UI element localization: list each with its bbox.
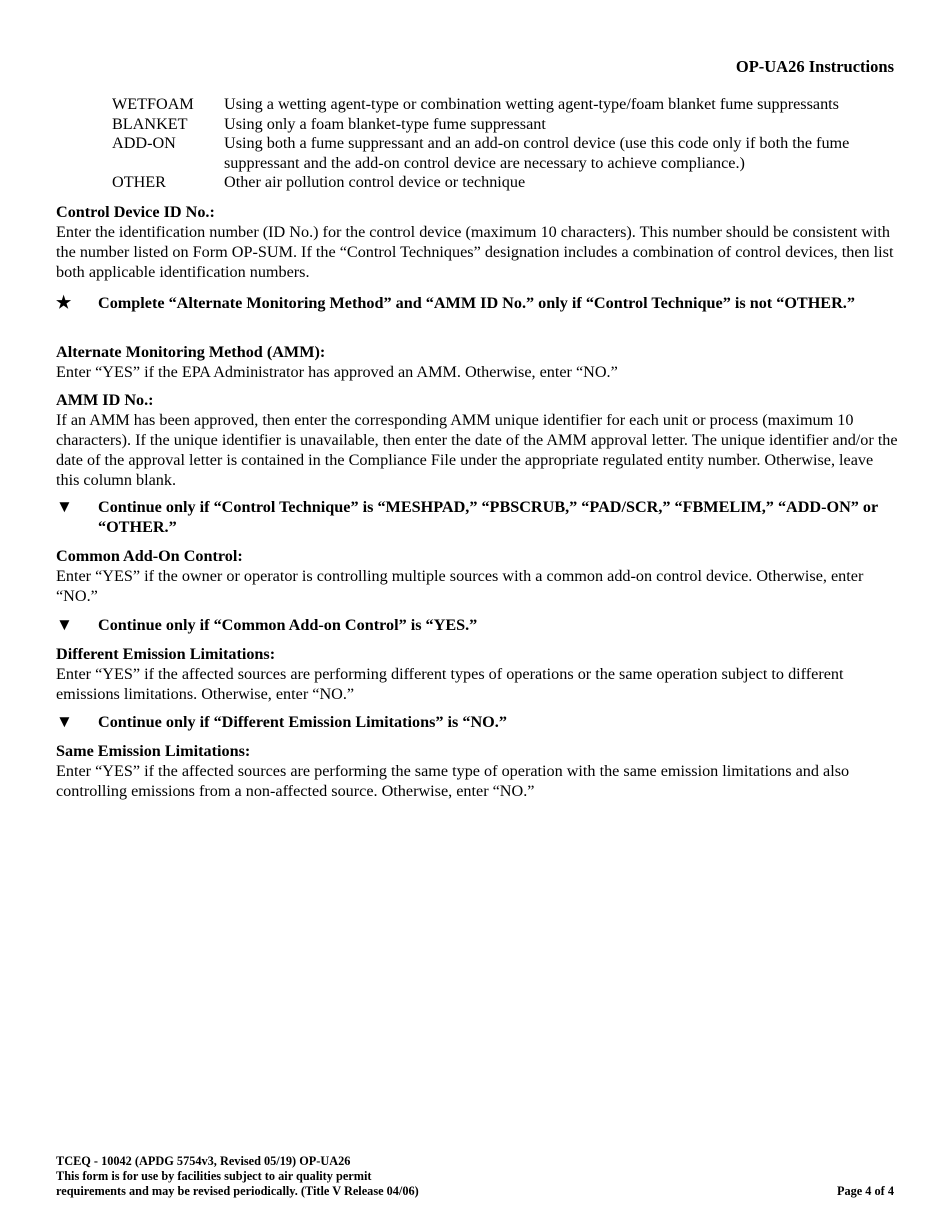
notice-continue-different-emission xyxy=(56,712,900,732)
code-row xyxy=(112,95,902,115)
control-device-section xyxy=(56,202,900,282)
section-body: Enter “YES” if the affected sources are performing the same type of operation with the same emission limitations and also controlling emissions from a non-affected source. Otherwise, enter “NO.” xyxy=(56,762,850,800)
code-description: Using a wetting agent-type or combination wetting agent-type/foam blanket fume suppressants xyxy=(224,95,839,113)
section-title: Common Add-On Control: xyxy=(56,547,243,565)
code-description: Using only a foam blanket-type fume suppressant xyxy=(224,114,546,133)
down-triangle-icon: ▼ xyxy=(56,615,73,634)
section-title: Control Device ID No.: xyxy=(56,203,215,221)
amm-id-section xyxy=(56,390,900,490)
section-body: Enter “YES” if the owner or operator is controlling multiple sources with a common add-on control device. Otherwise, enter “NO.” xyxy=(56,567,864,605)
code-label: ADD-ON xyxy=(112,134,176,153)
section-body: If an AMM has been approved, then enter the corresponding AMM unique identifier for each unit or process (maximum 10 characters). If the unique identifier is unavailable, then enter the date of the AMM approval letter. The unique identifier and/or the date of the approval letter is contained in the Compliance File under the appropriate regulated entity number. Otherwise, leave this column blank. xyxy=(56,411,898,489)
code-label: OTHER xyxy=(112,173,166,192)
section-title: AMM ID No.: xyxy=(56,391,154,409)
code-row xyxy=(112,134,902,173)
code-description: Other air pollution control device or technique xyxy=(224,173,526,192)
notice-text: Complete “Alternate Monitoring Method” and “AMM ID No.” only if “Control Technique” is not “OTHER.” xyxy=(98,294,855,312)
notice-text: Continue only if “Different Emission Limitations” is “NO.” xyxy=(98,713,507,731)
notice-text: Continue only if “Control Technique” is “MESHPAD,” “PBSCRUB,” “PAD/SCR,” “FBMELIM,” “ADD-ON” or “OTHER.” xyxy=(98,498,878,536)
same-emission-section xyxy=(56,741,900,801)
notice-complete-amm xyxy=(56,293,900,313)
footer-form-info xyxy=(56,1154,419,1199)
code-label: WETFOAM xyxy=(112,95,194,113)
page-number: Page 4 of 4 xyxy=(836,1184,894,1198)
page-header-title: OP-UA26 Instructions xyxy=(735,57,894,76)
section-body: Enter “YES” if the affected sources are performing different types of operations or the same operation subject to different emissions limitations. Otherwise, enter “NO.” xyxy=(56,665,844,703)
section-body: Enter “YES” if the EPA Administrator has approved an AMM. Otherwise, enter “NO.” xyxy=(56,363,618,381)
section-title: Same Emission Limitations: xyxy=(56,742,251,760)
notice-text: Continue only if “Common Add-on Control” is “YES.” xyxy=(98,616,478,634)
different-emission-section xyxy=(56,644,900,704)
common-addon-section xyxy=(56,546,900,606)
section-title: Different Emission Limitations: xyxy=(56,645,276,663)
section-body: Enter the identification number (ID No.) for the control device (maximum 10 characters). This number should be consistent with the number listed on Form OP-SUM. If the “Control Techniques” designation includes a combination of control devices, then list both applicable identification numbers. xyxy=(56,223,894,281)
footer-line: TCEQ - 10042 (APDG 5754v3, Revised 05/19) OP-UA26 xyxy=(56,1154,351,1168)
star-icon: ★ xyxy=(56,293,72,312)
section-title: Alternate Monitoring Method (AMM): xyxy=(56,343,326,361)
down-triangle-icon: ▼ xyxy=(56,712,73,731)
code-description: Using both a fume suppressant and an add-on control device (use this code only if both the fume suppressant and the add-on control device are necessary to achieve compliance.) xyxy=(224,134,850,172)
amm-section xyxy=(56,342,900,382)
code-list xyxy=(112,95,902,193)
down-triangle-icon: ▼ xyxy=(56,497,73,516)
footer-line: requirements and may be revised periodically. (Title V Release 04/06) xyxy=(56,1184,419,1198)
code-row xyxy=(112,115,902,135)
notice-continue-common-addon xyxy=(56,615,900,635)
code-label: BLANKET xyxy=(112,114,188,133)
footer-line: This form is for use by facilities subject to air quality permit xyxy=(56,1169,372,1183)
notice-continue-control-technique xyxy=(56,497,900,537)
code-row xyxy=(112,173,902,193)
